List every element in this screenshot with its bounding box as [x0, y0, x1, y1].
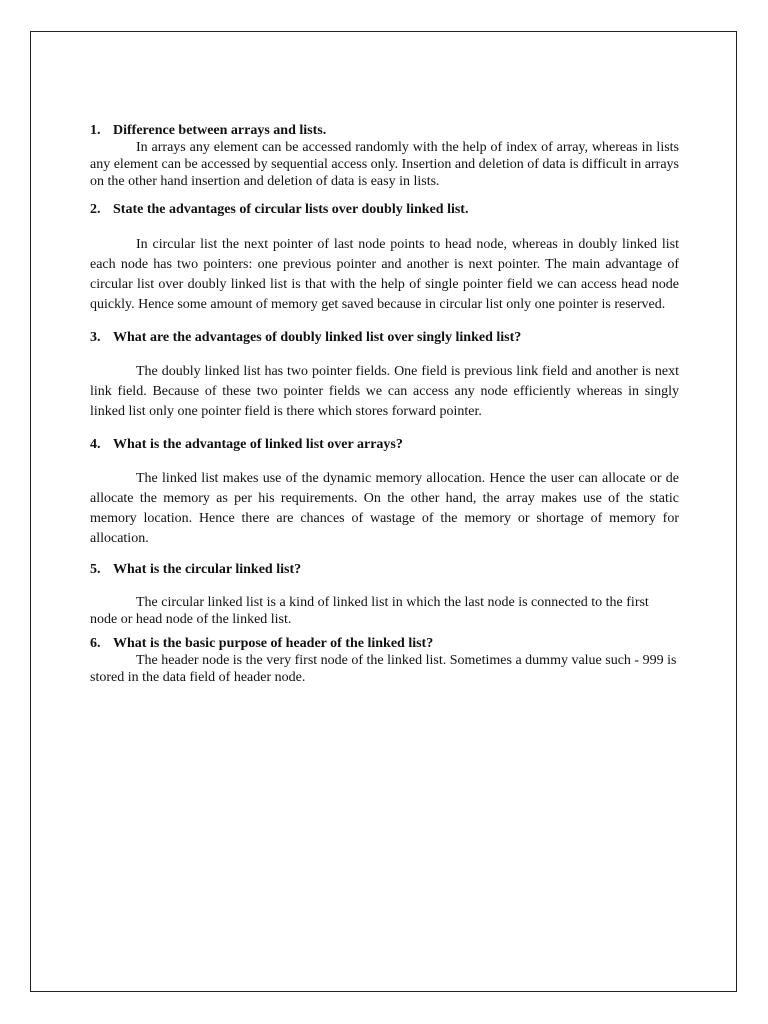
question-title: What is the basic purpose of header of the linked list?	[113, 636, 434, 651]
question-block-2	[90, 201, 679, 315]
question-title: What is the circular linked list?	[113, 562, 302, 577]
document-page	[30, 31, 737, 992]
document-content	[90, 122, 679, 686]
answer-paragraph: In circular list the next pointer of last node points to head node, whereas in doubly linked list each node has two pointers: one previous pointer and another is next pointer. The main advantage of circular list over doubly linked list is that with the help of single pointer field we can access head node quickly. Hence some amount of memory get saved because in circular list only one pointer is reserved.	[90, 237, 679, 312]
answer-paragraph: The linked list makes use of the dynamic memory allocation. Hence the user can allocate or de allocate the memory as per his requirements. On the other hand, the array makes use of the static memory location. Hence there are chances of wastage of the memory or shortage of memory for allocation.	[90, 471, 679, 546]
question-title: State the advantages of circular lists over doubly linked list.	[113, 202, 469, 217]
question-heading	[90, 329, 679, 346]
question-heading	[90, 635, 679, 652]
question-heading	[90, 201, 679, 218]
question-number: 5.	[90, 562, 101, 577]
answer-paragraph: The header node is the very first node of the linked list. Sometimes a dummy value such - 999 is stored in the data field of header node.	[90, 653, 677, 685]
question-title: Difference between arrays and lists.	[113, 123, 327, 138]
question-block-3	[90, 329, 679, 422]
question-title: What are the advantages of doubly linked list over singly linked list?	[113, 330, 522, 345]
question-number: 2.	[90, 202, 101, 217]
answer-paragraph: The doubly linked list has two pointer fields. One field is previous link field and another is next link field. Because of these two pointer fields we can access any node efficiently whereas in singly linked list only one pointer field is there which stores forward pointer.	[90, 364, 679, 419]
question-number: 3.	[90, 330, 101, 345]
answer-paragraph: The circular linked list is a kind of linked list in which the last node is connected to the first node or head node of the linked list.	[90, 595, 649, 627]
question-number: 1.	[90, 123, 101, 138]
question-heading	[90, 122, 679, 139]
question-block-1	[90, 122, 679, 190]
question-number: 6.	[90, 636, 101, 651]
question-heading	[90, 436, 679, 453]
question-block-5	[90, 561, 679, 628]
answer-paragraph: In arrays any element can be accessed randomly with the help of index of array, whereas in lists any element can be accessed by sequential access only. Insertion and deletion of data is difficult in arrays on the other hand insertion and deletion of data is easy in lists.	[90, 140, 679, 189]
question-heading	[90, 561, 679, 578]
question-title: What is the advantage of linked list over arrays?	[113, 437, 403, 452]
question-block-4	[90, 436, 679, 549]
question-number: 4.	[90, 437, 101, 452]
question-block-6	[90, 635, 679, 686]
